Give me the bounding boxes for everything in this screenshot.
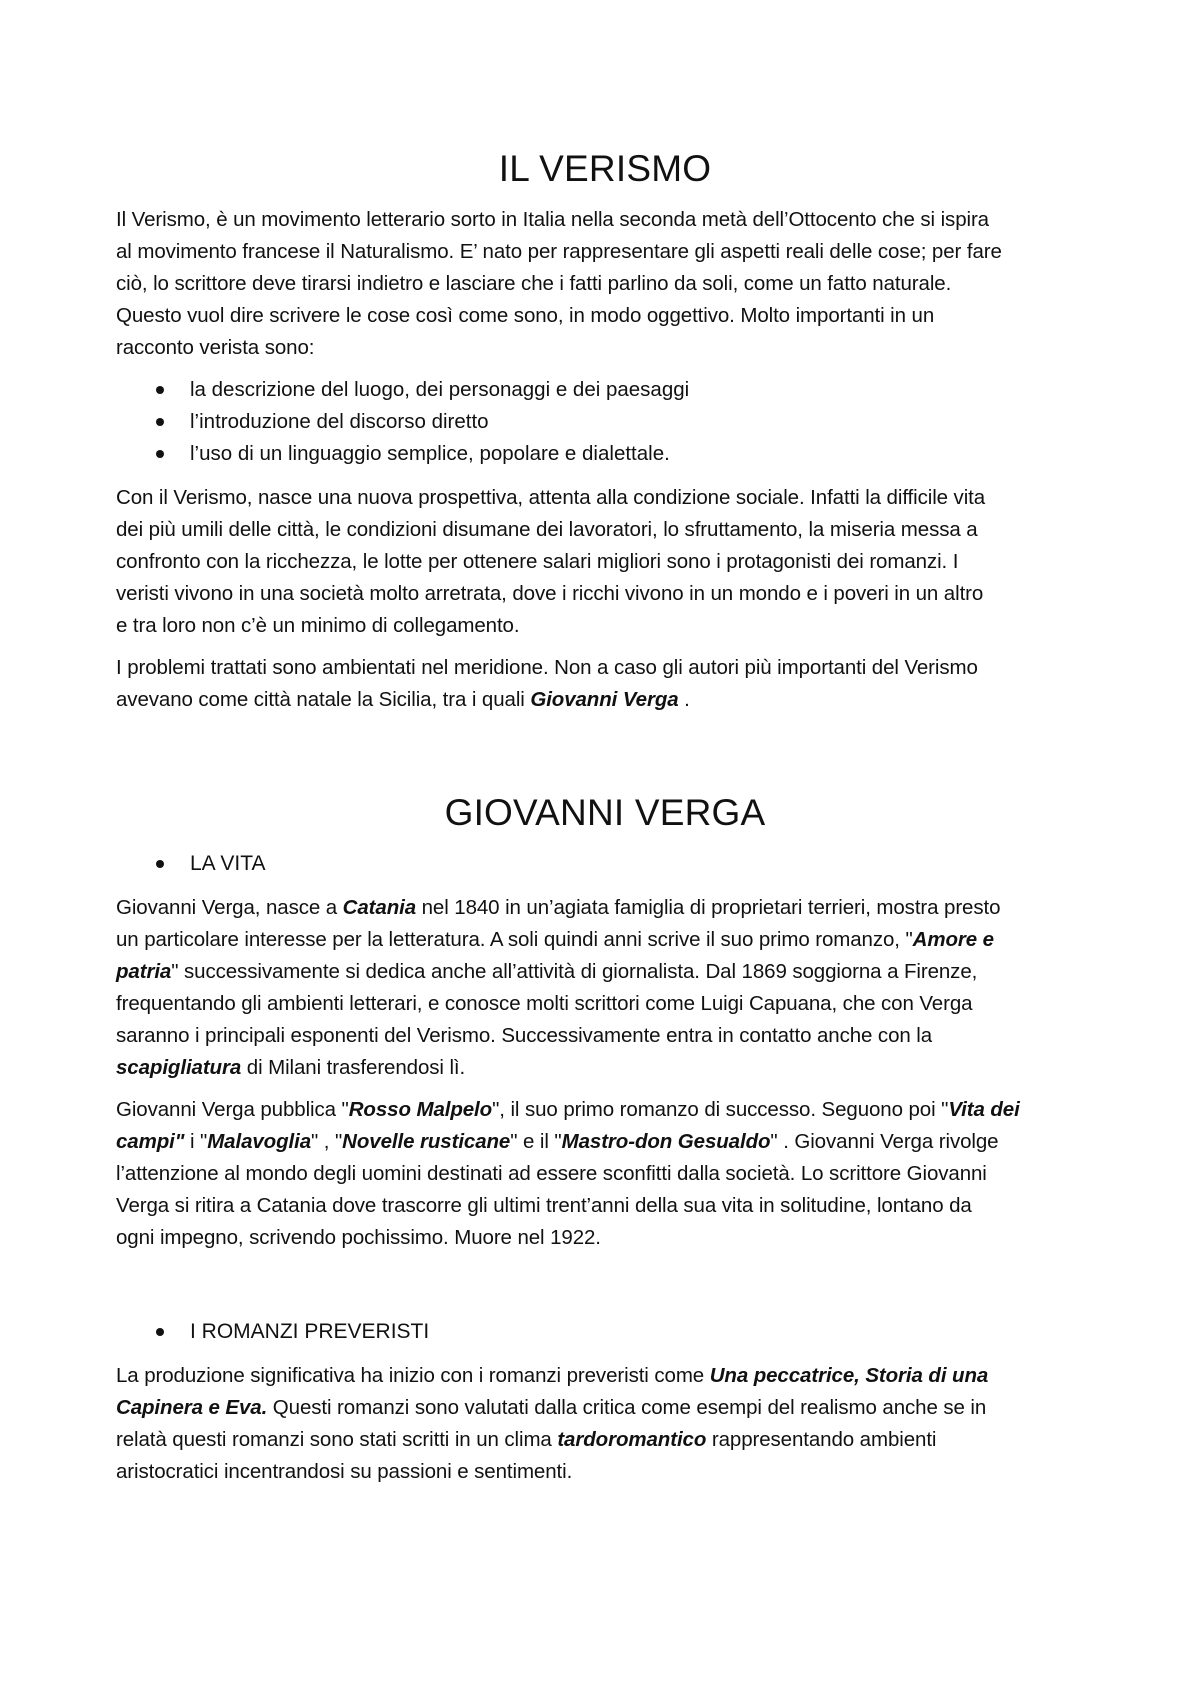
bullet-icon (156, 418, 164, 426)
emphasis-vita-dei-campi: Vita dei (948, 1098, 1020, 1121)
section-heading-text: LA VITA (190, 852, 266, 875)
emphasis-titles: Una peccatrice, Storia di una (709, 1364, 989, 1387)
emphasis-mastro-don-gesualdo: Mastro-don Gesualdo (561, 1130, 771, 1153)
vita2-text: " . Giovanni Verga rivolge (770, 1130, 999, 1153)
vita2-text: ogni impegno, scrivendo pochissimo. Muore nel 1922. (116, 1226, 601, 1249)
prev-text: La produzione significativa ha inizio con i romanzi preveristi come (116, 1364, 710, 1387)
emphasis-rosso-malpelo: Rosso Malpelo (348, 1098, 493, 1121)
vita2-text: Giovanni Verga pubblica " (116, 1098, 349, 1121)
emphasis-scapigliatura: scapigliatura (116, 1056, 242, 1079)
paragraph-vita-1 (116, 892, 1094, 1084)
vita1-text: Giovanni Verga, nasce a (116, 896, 343, 919)
list-item-text: la descrizione del luogo, dei personaggi e dei paesaggi (190, 378, 690, 401)
intro-line-4: Questo vuol dire scrivere le cose così come sono, in modo oggettivo. Molto importanti in un (116, 304, 935, 327)
p3-line-2a: avevano come città natale la Sicilia, tra i quali (116, 688, 531, 711)
section-heading-text: I ROMANZI PREVERISTI (190, 1320, 430, 1343)
title-giovanni-verga: GIOVANNI VERGA (444, 792, 766, 833)
intro-line-5: racconto verista sono: (116, 336, 315, 359)
emphasis-amore-e-patria: Amore e (912, 928, 994, 951)
list-item-text: l’introduzione del discorso diretto (190, 410, 489, 433)
emphasis-novelle-rusticane: Novelle rusticane (342, 1130, 511, 1153)
vita1-text: frequentando gli ambienti letterari, e conosce molti scrittori come Luigi Capuana, che con Verga (116, 992, 973, 1015)
vita2-text: " e il " (510, 1130, 562, 1153)
vita1-text: nel 1840 in un’agiata famiglia di proprietari terrieri, mostra presto (416, 896, 1001, 919)
emphasis-catania: Catania (342, 896, 417, 919)
vita2-text: Verga si ritira a Catania dove trascorre gli ultimi trent’anni della sua vita in solitudine, lontano da (116, 1194, 972, 1217)
list-item (156, 374, 1094, 406)
paragraph-meridione (116, 652, 1094, 716)
vita1-text: saranno i principali esponenti del Verismo. Successivamente entra in contatto anche con la (116, 1024, 933, 1047)
intro-line-2: al movimento francese il Naturalismo. E’ nato per rappresentare gli aspetti reali delle cose; per fare (116, 240, 1002, 263)
vita1-text: di Milani trasferendosi lì. (241, 1056, 466, 1079)
p2-line-2: dei più umili delle città, le condizioni disumane dei lavoratori, lo sfruttamento, la miseria messa a (116, 518, 978, 541)
bullet-list (116, 374, 1094, 470)
emphasis-amore-e-patria: patria (116, 960, 172, 983)
vita2-text: l’attenzione al mondo degli uomini destinati ad essere sconfitti dalla società. Lo scrittore Giovanni (116, 1162, 987, 1185)
list-item (156, 406, 1094, 438)
document-page (116, 148, 1094, 1498)
intro-line-1: Il Verismo, è un movimento letterario sorto in Italia nella seconda metà dell’Ottocento che si ispira (116, 208, 989, 231)
p2-line-5: e tra loro non c’è un minimo di collegamento. (116, 614, 520, 637)
bullet-icon (156, 1328, 164, 1336)
paragraph-prospettiva (116, 482, 1094, 642)
emphasis-malavoglia: Malavoglia (207, 1130, 312, 1153)
vita2-text: " , " (311, 1130, 343, 1153)
title-il-verismo: IL VERISMO (498, 148, 712, 189)
emphasis-giovanni-verga: Giovanni Verga (530, 688, 679, 711)
vita1-text: " successivamente si dedica anche all’attività di giornalista. Dal 1869 soggiorna a Firenze, (171, 960, 978, 983)
bullet-icon (156, 450, 164, 458)
p2-line-4: veristi vivono in una società molto arretrata, dove i ricchi vivono in un mondo e i poveri in un altro (116, 582, 984, 605)
emphasis-titles: Capinera e Eva. (116, 1396, 268, 1419)
p2-line-1: Con il Verismo, nasce una nuova prospettiva, attenta alla condizione sociale. Infatti la difficile vita (116, 486, 986, 509)
bullet-icon (156, 860, 164, 868)
paragraph-preveristi (116, 1360, 1094, 1488)
vita2-text: ", il suo primo romanzo di successo. Seguono poi " (492, 1098, 949, 1121)
list-item (156, 438, 1094, 470)
list-item-text: l’uso di un linguaggio semplice, popolare e dialettale. (190, 442, 670, 465)
prev-text: rappresentando ambienti (706, 1428, 937, 1451)
section-heading-romanzi-preveristi (116, 1316, 1094, 1348)
emphasis-tardoromantico: tardoromantico (557, 1428, 707, 1451)
p2-line-3: confronto con la ricchezza, le lotte per ottenere salari migliori sono i protagonisti dei romanzi. I (116, 550, 959, 573)
prev-text: aristocratici incentrandosi su passioni e sentimenti. (116, 1460, 573, 1483)
section-heading-la-vita (116, 848, 1094, 880)
prev-text: relatà questi romanzi sono stati scritti in un clima (116, 1428, 558, 1451)
intro-line-3: ciò, lo scrittore deve tirarsi indietro e lasciare che i fatti parlino da soli, come un fatto naturale. (116, 272, 952, 295)
prev-text: Questi romanzi sono valutati dalla critica come esempi del realismo anche se in (267, 1396, 987, 1419)
vita1-text: un particolare interesse per la letteratura. A soli quindi anni scrive il suo primo romanzo, " (116, 928, 913, 951)
bullet-icon (156, 386, 164, 394)
p3-line-1: I problemi trattati sono ambientati nel meridione. Non a caso gli autori più importanti del Verismo (116, 656, 978, 679)
paragraph-intro (116, 204, 1094, 364)
emphasis-vita-dei-campi: campi" (116, 1130, 185, 1153)
paragraph-vita-2 (116, 1094, 1094, 1254)
vita2-text: i " (184, 1130, 208, 1153)
p3-line-2c: . (678, 688, 690, 711)
